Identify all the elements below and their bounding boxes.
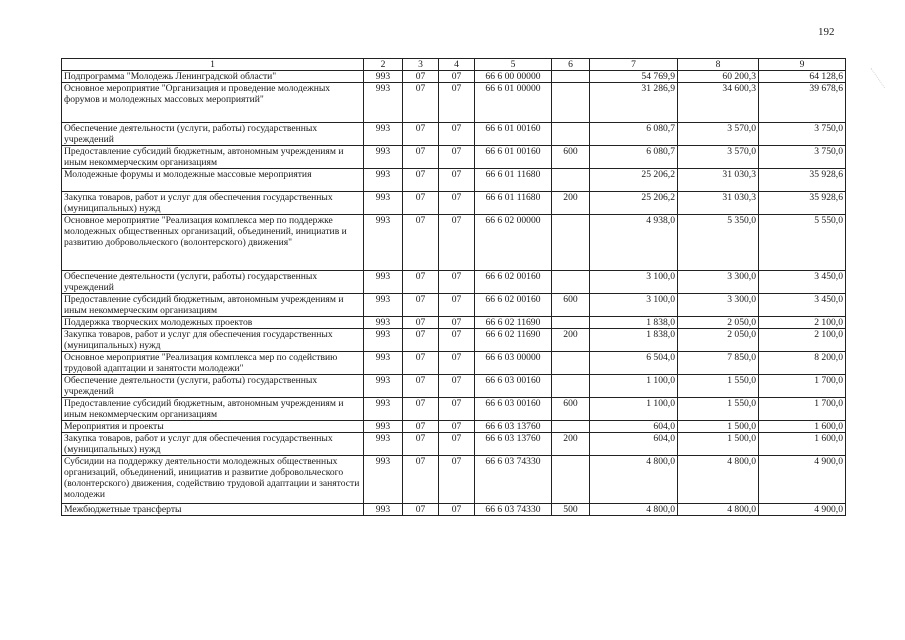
table-row — [62, 71, 846, 83]
row-col2: 993 — [364, 398, 403, 421]
row-name: Обеспечение деятельности (услуги, работы) государственных учреждений — [62, 123, 364, 146]
row-col7: 6 504,0 — [590, 352, 678, 375]
row-name: Обеспечение деятельности (услуги, работы) государственных учреждений — [62, 375, 364, 398]
table-row — [62, 504, 846, 516]
row-col5: 66 6 02 11690 — [475, 317, 552, 329]
col-header: 3 — [403, 59, 439, 71]
row-col2: 993 — [364, 83, 403, 123]
col-header: 1 — [62, 59, 364, 71]
row-col7: 4 938,0 — [590, 215, 678, 271]
row-col9: 4 900,0 — [759, 456, 846, 504]
col-header: 5 — [475, 59, 552, 71]
row-col7: 604,0 — [590, 421, 678, 433]
row-col3: 07 — [403, 456, 439, 504]
row-col7: 25 206,2 — [590, 192, 678, 215]
row-col7: 3 100,0 — [590, 294, 678, 317]
row-col9: 3 750,0 — [759, 123, 846, 146]
row-name: Закупка товаров, работ и услуг для обеспечения государственных (муниципальных) нужд — [62, 433, 364, 456]
row-col8: 31 030,3 — [678, 192, 759, 215]
row-col9: 4 900,0 — [759, 504, 846, 516]
table-row — [62, 83, 846, 123]
row-col2: 993 — [364, 456, 403, 504]
row-col6 — [552, 352, 590, 375]
row-col8: 60 200,3 — [678, 71, 759, 83]
row-col7: 1 100,0 — [590, 398, 678, 421]
col-header: 8 — [678, 59, 759, 71]
row-col9: 1 700,0 — [759, 375, 846, 398]
row-col4: 07 — [439, 83, 475, 123]
row-col7: 31 286,9 — [590, 83, 678, 123]
row-col7: 4 800,0 — [590, 504, 678, 516]
row-col2: 993 — [364, 421, 403, 433]
row-name: Поддержка творческих молодежных проектов — [62, 317, 364, 329]
row-col4: 07 — [439, 352, 475, 375]
row-col8: 7 850,0 — [678, 352, 759, 375]
row-col3: 07 — [403, 83, 439, 123]
row-col7: 4 800,0 — [590, 456, 678, 504]
row-col3: 07 — [403, 192, 439, 215]
row-col8: 1 500,0 — [678, 433, 759, 456]
row-col4: 07 — [439, 398, 475, 421]
row-col5: 66 6 02 11690 — [475, 329, 552, 352]
header-row — [62, 59, 846, 71]
row-name: Предоставление субсидий бюджетным, автономным учреждениям и иным некоммерческим организациям — [62, 146, 364, 169]
row-col5: 66 6 00 00000 — [475, 71, 552, 83]
row-col3: 07 — [403, 294, 439, 317]
row-col9: 3 750,0 — [759, 146, 846, 169]
row-col7: 1 838,0 — [590, 329, 678, 352]
row-col4: 07 — [439, 169, 475, 192]
row-col5: 66 6 02 00000 — [475, 215, 552, 271]
row-name: Основное мероприятие "Реализация комплекса мер по содействию трудовой адаптации и занятости молодежи" — [62, 352, 364, 375]
col-header: 6 — [552, 59, 590, 71]
row-col6 — [552, 215, 590, 271]
row-col5: 66 6 03 13760 — [475, 433, 552, 456]
row-col3: 07 — [403, 398, 439, 421]
row-col8: 4 800,0 — [678, 456, 759, 504]
row-name: Предоставление субсидий бюджетным, автономным учреждениям и иным некоммерческим организациям — [62, 398, 364, 421]
row-col3: 07 — [403, 169, 439, 192]
row-col6: 200 — [552, 192, 590, 215]
row-col4: 07 — [439, 123, 475, 146]
col-header: 7 — [590, 59, 678, 71]
row-col5: 66 6 03 00000 — [475, 352, 552, 375]
row-col6: 600 — [552, 146, 590, 169]
row-col6: 200 — [552, 433, 590, 456]
row-col2: 993 — [364, 192, 403, 215]
table-row — [62, 329, 846, 352]
row-name: Закупка товаров, работ и услуг для обеспечения государственных (муниципальных) нужд — [62, 192, 364, 215]
row-name: Основное мероприятие "Реализация комплекса мер по поддержке молодежных общественных организаций, объединений, инициатив и развитию добровольческого (волонтерского) движения" — [62, 215, 364, 271]
row-col6: 600 — [552, 398, 590, 421]
row-col9: 1 700,0 — [759, 398, 846, 421]
row-col3: 07 — [403, 375, 439, 398]
table-row — [62, 169, 846, 192]
row-col4: 07 — [439, 71, 475, 83]
row-col9: 35 928,6 — [759, 169, 846, 192]
row-name: Обеспечение деятельности (услуги, работы) государственных учреждений — [62, 271, 364, 294]
row-col2: 993 — [364, 294, 403, 317]
scan-artifact — [870, 60, 896, 88]
row-col5: 66 6 01 00160 — [475, 146, 552, 169]
row-name: Межбюджетные трансферты — [62, 504, 364, 516]
row-col7: 25 206,2 — [590, 169, 678, 192]
row-col8: 1 500,0 — [678, 421, 759, 433]
row-col3: 07 — [403, 433, 439, 456]
row-col4: 07 — [439, 146, 475, 169]
row-col2: 993 — [364, 352, 403, 375]
row-col8: 31 030,3 — [678, 169, 759, 192]
row-col9: 8 200,0 — [759, 352, 846, 375]
row-col6 — [552, 456, 590, 504]
row-col8: 4 800,0 — [678, 504, 759, 516]
row-col3: 07 — [403, 123, 439, 146]
table-row — [62, 123, 846, 146]
row-col2: 993 — [364, 433, 403, 456]
row-col7: 6 080,7 — [590, 123, 678, 146]
row-col5: 66 6 02 00160 — [475, 294, 552, 317]
row-col8: 1 550,0 — [678, 375, 759, 398]
row-col4: 07 — [439, 215, 475, 271]
row-col4: 07 — [439, 329, 475, 352]
row-col5: 66 6 01 11680 — [475, 169, 552, 192]
col-header: 9 — [759, 59, 846, 71]
row-col3: 07 — [403, 421, 439, 433]
table-row — [62, 398, 846, 421]
table-row — [62, 215, 846, 271]
row-col2: 993 — [364, 123, 403, 146]
table-row — [62, 375, 846, 398]
row-col3: 07 — [403, 352, 439, 375]
row-col9: 1 600,0 — [759, 421, 846, 433]
row-name: Закупка товаров, работ и услуг для обеспечения государственных (муниципальных) нужд — [62, 329, 364, 352]
row-name: Предоставление субсидий бюджетным, автономным учреждениям и иным некоммерческим организациям — [62, 294, 364, 317]
row-col8: 3 300,0 — [678, 294, 759, 317]
row-col2: 993 — [364, 329, 403, 352]
row-col7: 1 100,0 — [590, 375, 678, 398]
row-col8: 3 300,0 — [678, 271, 759, 294]
budget-table — [61, 58, 846, 516]
row-col8: 34 600,3 — [678, 83, 759, 123]
row-col5: 66 6 03 74330 — [475, 456, 552, 504]
row-col7: 6 080,7 — [590, 146, 678, 169]
row-col8: 1 550,0 — [678, 398, 759, 421]
row-col9: 64 128,6 — [759, 71, 846, 83]
col-header: 2 — [364, 59, 403, 71]
col-header: 4 — [439, 59, 475, 71]
row-col2: 993 — [364, 146, 403, 169]
row-col2: 993 — [364, 271, 403, 294]
row-name: Молодежные форумы и молодежные массовые мероприятия — [62, 169, 364, 192]
row-name: Подпрограмма "Молодежь Ленинградской области" — [62, 71, 364, 83]
row-col2: 993 — [364, 71, 403, 83]
row-col8: 3 570,0 — [678, 123, 759, 146]
row-col3: 07 — [403, 271, 439, 294]
row-col4: 07 — [439, 294, 475, 317]
row-col8: 5 350,0 — [678, 215, 759, 271]
table-row — [62, 421, 846, 433]
row-col8: 3 570,0 — [678, 146, 759, 169]
row-col3: 07 — [403, 215, 439, 271]
row-col4: 07 — [439, 192, 475, 215]
row-col5: 66 6 01 11680 — [475, 192, 552, 215]
table-row — [62, 146, 846, 169]
row-col4: 07 — [439, 375, 475, 398]
row-col5: 66 6 02 00160 — [475, 271, 552, 294]
row-col5: 66 6 01 00000 — [475, 83, 552, 123]
table-row — [62, 294, 846, 317]
table-row — [62, 456, 846, 504]
row-col2: 993 — [364, 375, 403, 398]
row-col9: 3 450,0 — [759, 294, 846, 317]
row-col5: 66 6 03 00160 — [475, 398, 552, 421]
row-col6 — [552, 123, 590, 146]
row-col4: 07 — [439, 456, 475, 504]
row-col9: 39 678,6 — [759, 83, 846, 123]
row-col9: 2 100,0 — [759, 317, 846, 329]
row-col6 — [552, 375, 590, 398]
row-col2: 993 — [364, 215, 403, 271]
row-col2: 993 — [364, 169, 403, 192]
table-row — [62, 317, 846, 329]
row-col5: 66 6 03 13760 — [475, 421, 552, 433]
row-col2: 993 — [364, 317, 403, 329]
row-col5: 66 6 03 74330 — [475, 504, 552, 516]
row-name: Мероприятия и проекты — [62, 421, 364, 433]
row-col9: 35 928,6 — [759, 192, 846, 215]
row-col4: 07 — [439, 433, 475, 456]
row-col7: 3 100,0 — [590, 271, 678, 294]
table-row — [62, 271, 846, 294]
row-col7: 1 838,0 — [590, 317, 678, 329]
row-col8: 2 050,0 — [678, 329, 759, 352]
row-col7: 54 769,9 — [590, 71, 678, 83]
row-col6 — [552, 83, 590, 123]
row-col5: 66 6 03 00160 — [475, 375, 552, 398]
row-col6: 500 — [552, 504, 590, 516]
row-col3: 07 — [403, 146, 439, 169]
row-col3: 07 — [403, 504, 439, 516]
row-name: Субсидии на поддержку деятельности молодежных общественных организаций, объединений, инициатив и развитие добровольческого (волонтерского) движения, содействию трудовой адаптации и занятости молодежи — [62, 456, 364, 504]
row-col5: 66 6 01 00160 — [475, 123, 552, 146]
row-col3: 07 — [403, 329, 439, 352]
row-col9: 3 450,0 — [759, 271, 846, 294]
table-row — [62, 192, 846, 215]
row-col4: 07 — [439, 317, 475, 329]
row-col4: 07 — [439, 271, 475, 294]
row-col6: 200 — [552, 329, 590, 352]
row-col4: 07 — [439, 504, 475, 516]
row-col3: 07 — [403, 71, 439, 83]
row-name: Основное мероприятие "Организация и проведение молодежных форумов и молодежных массовых мероприятий" — [62, 83, 364, 123]
row-col9: 5 550,0 — [759, 215, 846, 271]
row-col7: 604,0 — [590, 433, 678, 456]
row-col9: 1 600,0 — [759, 433, 846, 456]
row-col8: 2 050,0 — [678, 317, 759, 329]
row-col6: 600 — [552, 294, 590, 317]
row-col6 — [552, 421, 590, 433]
table-row — [62, 433, 846, 456]
row-col2: 993 — [364, 504, 403, 516]
row-col4: 07 — [439, 421, 475, 433]
row-col6 — [552, 71, 590, 83]
row-col6 — [552, 317, 590, 329]
row-col6 — [552, 271, 590, 294]
row-col3: 07 — [403, 317, 439, 329]
page-number: 192 — [818, 26, 835, 38]
table-row — [62, 352, 846, 375]
row-col6 — [552, 169, 590, 192]
row-col9: 2 100,0 — [759, 329, 846, 352]
